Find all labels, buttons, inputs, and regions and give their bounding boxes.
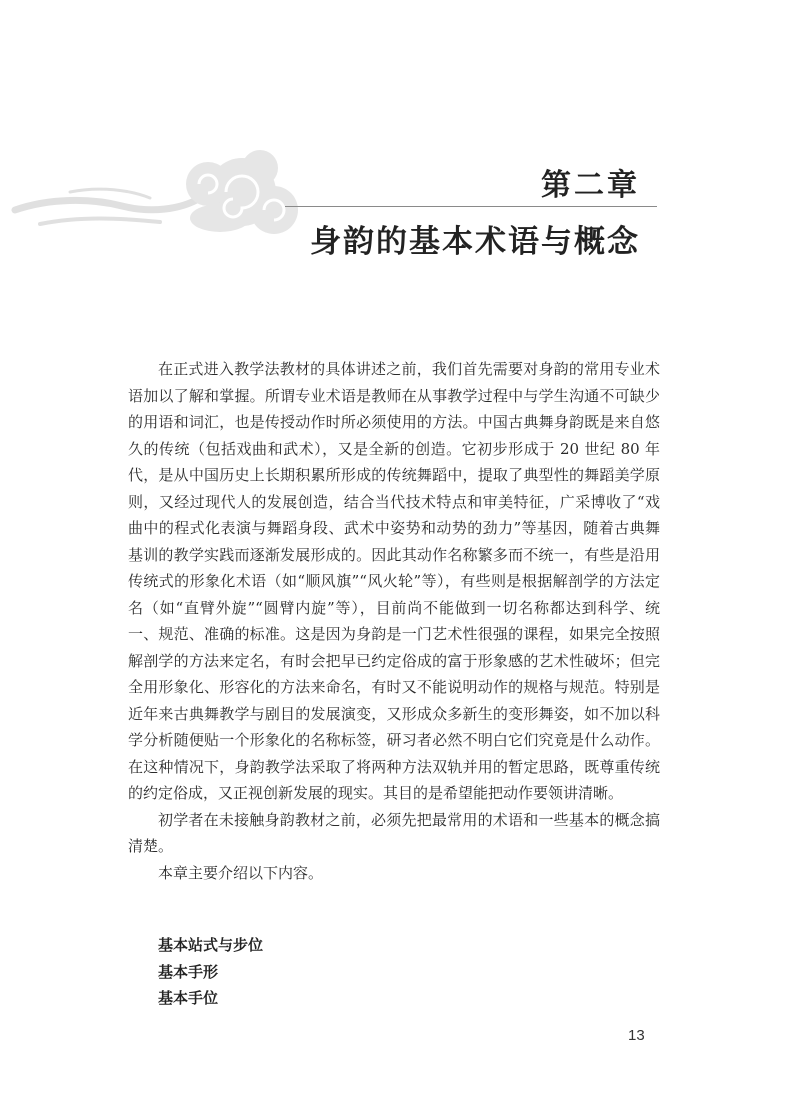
topic-item: 基本手位 xyxy=(158,989,219,1007)
chapter-title: 身韵的基本术语与概念 xyxy=(310,224,640,260)
chapter-topic-list xyxy=(158,932,263,1012)
body-paragraph: 本章主要介绍以下内容。 xyxy=(158,863,324,882)
page-number: 13 xyxy=(628,1027,645,1044)
title-divider xyxy=(285,206,657,207)
topic-item: 基本站式与步位 xyxy=(158,936,264,954)
chapter-number: 第二章 xyxy=(541,168,640,203)
topic-item: 基本手形 xyxy=(158,962,219,981)
body-paragraph: 初学者在未接触身韵教材之前，必须先把最常用的术语和一些基本的概念搞清楚。 xyxy=(128,810,660,855)
chapter-body xyxy=(128,356,660,886)
body-paragraph: 在正式进入教学法教材的具体讲述之前，我们首先需要对身韵的常用专业术语加以了解和掌握。所谓专业术语是教师在从事教学过程中与学生沟通不可缺少的用语和词汇，也是传授动作时所必须使用的方法。中国古典舞身韵既是来自悠久的传统（包括戏曲和武术），又是全新的创造。它初步形成于 20 世纪 80 年代，是从中国历史上长期积累所形成的传统舞蹈中，提取了典型性的舞蹈美学原则，又经过现代人的发展创造，结合当代技术特点和审美特征，广采博收了“戏曲中的程式化表演与舞蹈身段、武术中姿势和动势的劲力”等基因，随着古典舞基训的教学实践而逐渐发展形成的。因此其动作名称繁多而不统一，有些是沿用传统式的形象化术语（如“顺风旗”“风火轮”等），有些则是根据解剖学的方法定名（如“直臂外旋”“圆臂内旋”等），目前尚不能做到一切名称都达到科学、统一、规范、准确的标准。这是因为身韵是一门艺术性很强的课程，如果完全按照解剖学的方法来定名，有时会把早已约定俗成的富于形象感的艺术性破坏；但完全用形象化、形容化的方法来命名，有时又不能说明动作的规格与规范。特别是近年来古典舞教学与剧目的发展演变，又形成众多新生的变形舞姿，如不加以科学分析随便贴一个形象化的名称标签，研习者必然不明白它们究竟是什么动作。在这种情况下，身韵教学法采取了将两种方法双轨并用的暂定思路，既尊重传统的约定俗成，又正视创新发展的现实。其目的是希望能把动作要领讲清晰。 xyxy=(128,360,660,802)
